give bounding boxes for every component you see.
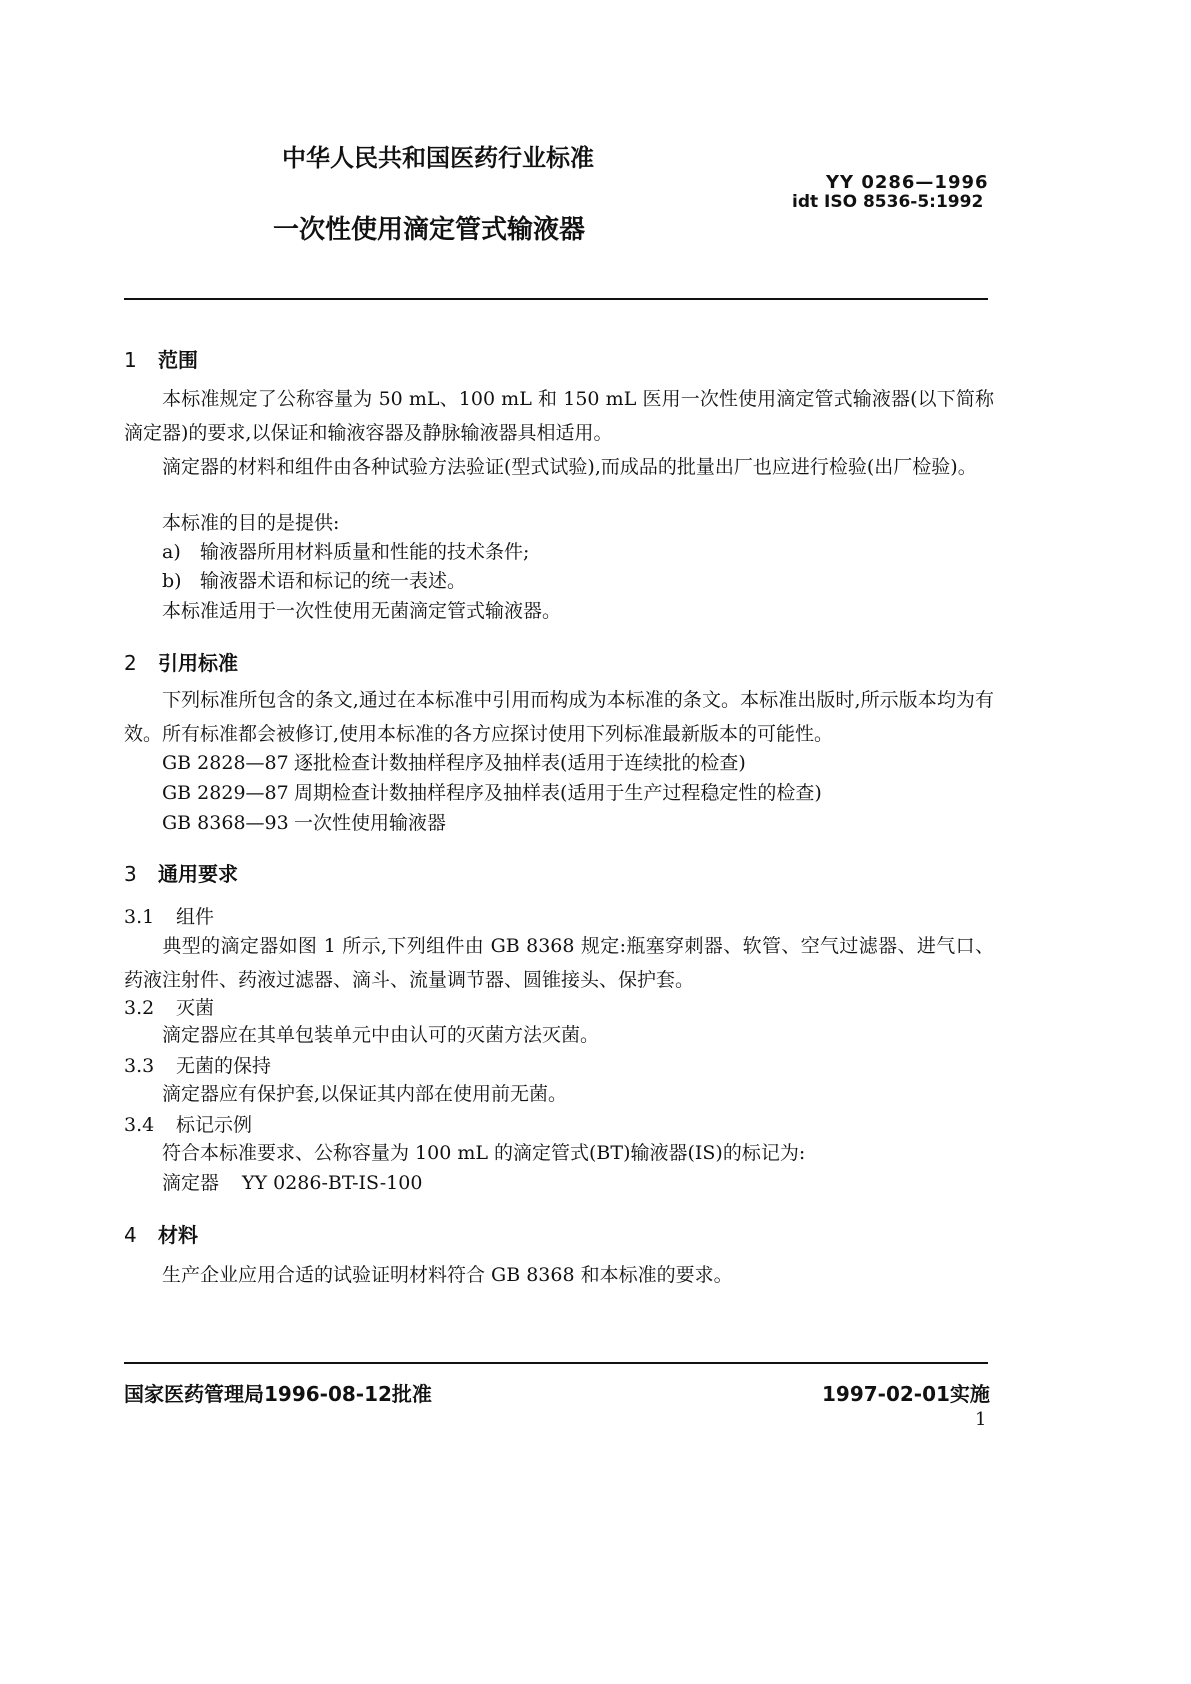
section-1-heading — [124, 344, 198, 373]
section-title: 材料 — [158, 1223, 198, 1247]
subsection-title: 标记示例 — [176, 1114, 253, 1136]
section-number: 4 — [124, 1223, 137, 1247]
header-rule — [124, 298, 988, 300]
example-label: 滴定器 — [162, 1172, 220, 1194]
subsection-3-1-heading — [124, 902, 214, 929]
subsection-number: 3.4 — [124, 1114, 155, 1136]
reference-title: 一次性使用输液器 — [294, 812, 447, 834]
idt-code: idt ISO 8536-5:1992 — [792, 192, 984, 212]
reference-title: 逐批检查计数抽样程序及抽样表(适用于连续批的检查) — [294, 752, 746, 774]
subsection-number: 3.3 — [124, 1055, 155, 1077]
subsection-3-2-heading — [124, 993, 214, 1020]
subsection-3-4-heading — [124, 1110, 252, 1137]
approval-date: 国家医药管理局1996-08-12批准 — [124, 1382, 432, 1406]
paragraph-text: 滴定器的材料和组件由各种试验方法验证(型式试验),而成品的批量出厂也应进行检验(出厂检验)。 — [162, 456, 977, 478]
section-1-paragraph-1 — [124, 382, 994, 450]
reference-row — [162, 808, 446, 838]
list-text: 输液器术语和标记的统一表述。 — [200, 570, 467, 592]
list-item-a — [162, 537, 529, 567]
section-title: 通用要求 — [158, 862, 238, 886]
list-label: a) — [162, 541, 181, 563]
subsection-number: 3.1 — [124, 906, 155, 928]
section-1-paragraph-4: 本标准适用于一次性使用无菌滴定管式输液器。 — [162, 600, 562, 622]
list-item-b — [162, 566, 466, 596]
paragraph-text: 典型的滴定器如图 1 所示,下列组件由 GB 8368 规定:瓶塞穿刺器、软管、空气过滤器、进气口、药液注射件、药液过滤器、滴斗、流量调节器、圆锥接头、保护套。 — [124, 935, 994, 991]
reference-code: GB 8368—93 — [162, 812, 289, 834]
section-2-paragraph-1 — [124, 683, 994, 751]
section-number: 1 — [124, 348, 137, 372]
section-title: 范围 — [158, 348, 198, 372]
subsection-number: 3.2 — [124, 997, 155, 1019]
subsection-title: 组件 — [176, 906, 215, 928]
subsection-3-3-heading — [124, 1051, 271, 1078]
effective-date: 1997-02-01实施 — [822, 1382, 990, 1406]
subsection-title: 灭菌 — [176, 997, 215, 1019]
section-title: 引用标准 — [158, 651, 238, 675]
footer-rule — [124, 1362, 988, 1364]
paragraph-text: 本标准规定了公称容量为 50 mL、100 mL 和 150 mL 医用一次性使用滴定管式输液器(以下简称滴定器)的要求,以保证和输液容器及静脉输液器具相适用。 — [124, 388, 994, 444]
section-1-paragraph-2 — [124, 450, 994, 484]
example-code: YY 0286-BT-IS-100 — [242, 1172, 423, 1194]
list-label: b) — [162, 570, 182, 592]
subsection-3-4-paragraph: 符合本标准要求、公称容量为 100 mL 的滴定管式(BT)输液器(IS)的标记为: — [162, 1142, 806, 1164]
list-text: 输液器所用材料质量和性能的技术条件; — [200, 541, 530, 563]
subsection-3-2-paragraph: 滴定器应在其单包装单元中由认可的灭菌方法灭菌。 — [162, 1024, 600, 1046]
org-title: 中华人民共和国医药行业标准 — [282, 144, 594, 172]
reference-code: GB 2829—87 — [162, 782, 289, 804]
section-3-heading — [124, 858, 238, 887]
subsection-title: 无菌的保持 — [176, 1055, 272, 1077]
marking-example — [162, 1168, 422, 1198]
document-title: 一次性使用滴定管式输液器 — [273, 215, 586, 245]
section-number: 2 — [124, 651, 137, 675]
section-1-paragraph-3: 本标准的目的是提供: — [162, 512, 340, 534]
page-number: 1 — [975, 1409, 987, 1430]
reference-row — [162, 748, 746, 778]
standard-code: YY 0286—1996 — [826, 172, 989, 193]
subsection-3-1-paragraph — [124, 929, 994, 997]
reference-code: GB 2828—87 — [162, 752, 289, 774]
section-2-heading — [124, 647, 238, 676]
section-4-heading — [124, 1219, 198, 1248]
subsection-3-3-paragraph: 滴定器应有保护套,以保证其内部在使用前无菌。 — [162, 1083, 568, 1105]
section-number: 3 — [124, 862, 137, 886]
reference-row — [162, 778, 822, 808]
reference-title: 周期检查计数抽样程序及抽样表(适用于生产过程稳定性的检查) — [294, 782, 822, 804]
paragraph-text: 下列标准所包含的条文,通过在本标准中引用而构成为本标准的条文。本标准出版时,所示版本均为有效。所有标准都会被修订,使用本标准的各方应探讨使用下列标准最新版本的可能性。 — [124, 689, 994, 745]
section-4-paragraph: 生产企业应用合适的试验证明材料符合 GB 8368 和本标准的要求。 — [162, 1264, 733, 1286]
